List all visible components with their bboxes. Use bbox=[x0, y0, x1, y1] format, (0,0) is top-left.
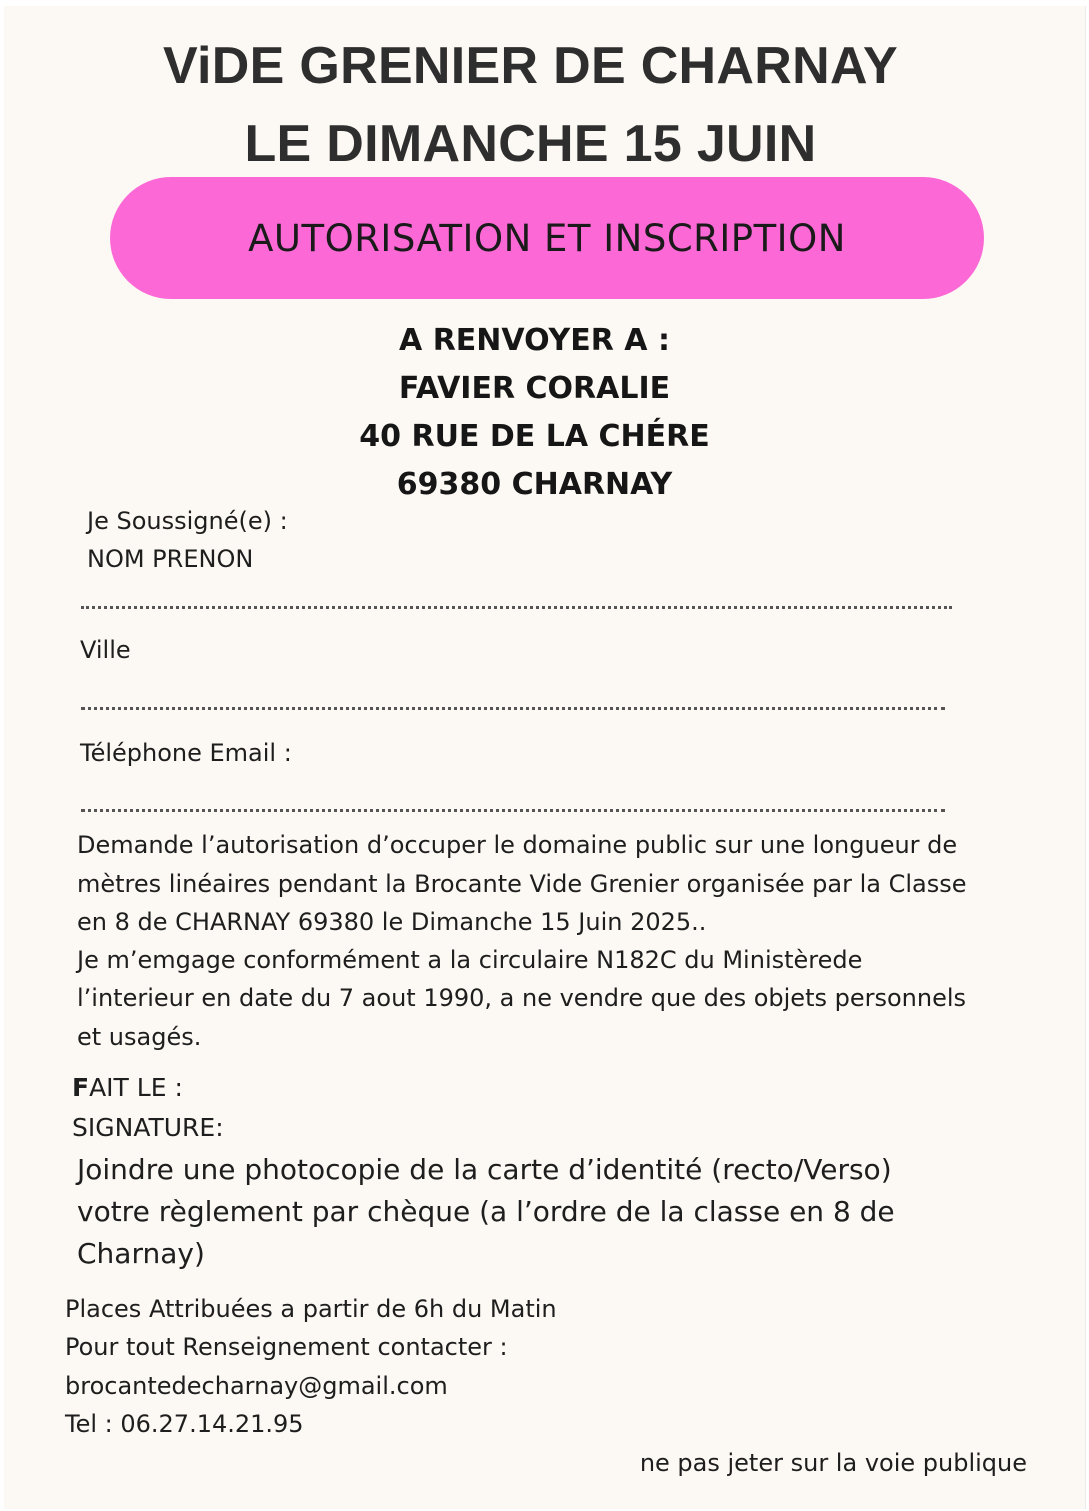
declaration-line-5: l’interieur en date du 7 aout 1990, a ne vendre que des objets personnels bbox=[77, 984, 967, 1012]
return-heading: A RENVOYER A : bbox=[399, 323, 670, 358]
city-label: Ville bbox=[80, 636, 131, 664]
contact-dotted-line bbox=[81, 809, 945, 812]
date-label-initial: F bbox=[72, 1073, 90, 1102]
event-title: ViDE GRENIER DE CHARNAY bbox=[162, 37, 899, 95]
name-label: NOM PRENON bbox=[87, 545, 254, 573]
contact-label: Téléphone Email : bbox=[80, 739, 292, 767]
footer-notice: ne pas jeter sur la voie publique bbox=[639, 1449, 1027, 1477]
signature-label: SIGNATURE: bbox=[72, 1113, 224, 1142]
declaration-line-3: en 8 de CHARNAY 69380 le Dimanche 15 Juin 2025.. bbox=[77, 908, 707, 936]
info-email: brocantedecharnay@gmail.com bbox=[65, 1372, 448, 1400]
return-name: FAVIER CORALIE bbox=[398, 371, 671, 406]
attachment-line-2: votre règlement par chèque (a l’ordre de la classe en 8 de bbox=[77, 1195, 895, 1228]
banner-pill bbox=[110, 177, 984, 299]
banner-text: AUTORISATION ET INSCRIPTION bbox=[248, 216, 846, 260]
declaration-line-1: Demande l’autorisation d’occuper le domaine public sur une longueur de bbox=[77, 831, 958, 859]
info-places: Places Attribuées a partir de 6h du Matin bbox=[65, 1295, 557, 1323]
flyer-page bbox=[4, 6, 1086, 1509]
undersigned-label: Je Soussigné(e) : bbox=[87, 507, 288, 535]
date-label bbox=[72, 1073, 183, 1102]
city-dotted-line bbox=[81, 707, 945, 710]
declaration-line-6: et usagés. bbox=[77, 1023, 202, 1051]
attachment-line-3: Charnay) bbox=[77, 1237, 205, 1270]
attachment-line-1: Joindre une photocopie de la carte d’identité (recto/Verso) bbox=[77, 1153, 892, 1186]
declaration-line-4: Je m’emgage conformément a la circulaire N182C du Ministèrede bbox=[77, 946, 863, 974]
event-date-title: LE DIMANCHE 15 JUIN bbox=[244, 115, 817, 173]
name-dotted-line bbox=[81, 606, 952, 609]
info-contact: Pour tout Renseignement contacter : bbox=[65, 1333, 508, 1361]
return-city: 69380 CHARNAY bbox=[396, 467, 673, 502]
return-street: 40 RUE DE LA CHÉRE bbox=[359, 419, 710, 454]
declaration-line-2: mètres linéaires pendant la Brocante Vide Grenier organisée par la Classe bbox=[77, 870, 967, 898]
info-phone: Tel : 06.27.14.21.95 bbox=[65, 1410, 304, 1438]
date-label-rest: AIT LE : bbox=[89, 1073, 183, 1102]
